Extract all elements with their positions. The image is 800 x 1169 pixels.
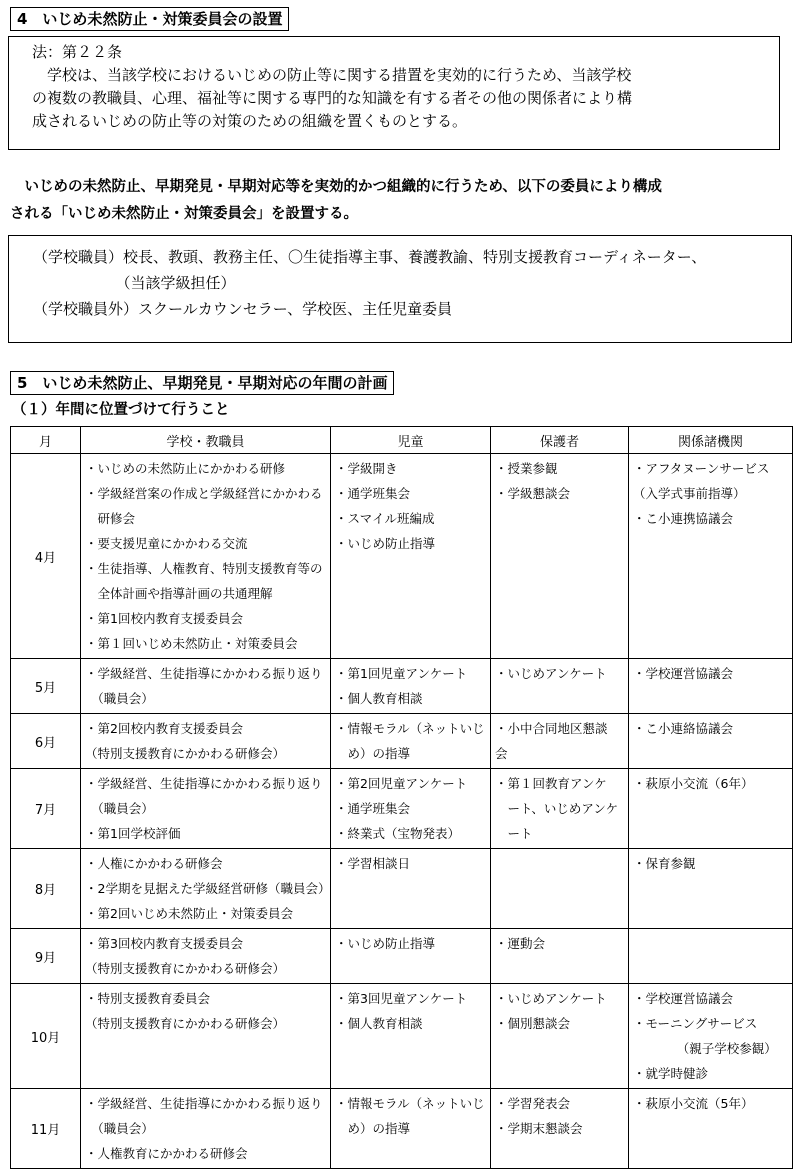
table-row bbox=[11, 1089, 793, 1169]
children-item: ・第1回児童アンケート bbox=[335, 666, 468, 681]
agencies-cell bbox=[629, 714, 793, 769]
staff-cell bbox=[81, 849, 331, 929]
staff-item: （特別支援教育にかかわる研修会） bbox=[85, 961, 286, 976]
agencies-item: （親子学校参観） bbox=[633, 1041, 777, 1056]
month-cell: 5月 bbox=[11, 659, 81, 714]
staff-cell bbox=[81, 929, 331, 984]
staff-item: ・学級経営、生徒指導にかかわる振り返り bbox=[85, 776, 323, 791]
staff-cell bbox=[81, 714, 331, 769]
law-line: 法：第２２条 bbox=[17, 43, 123, 61]
law-line: 成されるいじめの防止等の対策のための組織を置くものとする。 bbox=[17, 112, 468, 130]
children-item: ・個人教育相談 bbox=[335, 691, 423, 706]
children-cell bbox=[331, 929, 491, 984]
staff-item: ・要支援児童にかかわる交流 bbox=[85, 536, 248, 551]
committee-members-box bbox=[8, 235, 792, 343]
agencies-cell bbox=[629, 769, 793, 849]
children-item: ・学級開き bbox=[335, 461, 398, 476]
children-item: ・通学班集会 bbox=[335, 486, 411, 501]
parents-cell bbox=[491, 769, 629, 849]
table-row bbox=[11, 659, 793, 714]
table-row bbox=[11, 454, 793, 659]
agencies-cell bbox=[629, 1089, 793, 1169]
section-4-heading: 4 いじめ未然防止・対策委員会の設置 bbox=[10, 7, 289, 31]
children-cell bbox=[331, 454, 491, 659]
children-cell bbox=[331, 1089, 491, 1169]
parents-item: ート、いじめアンケ bbox=[495, 801, 619, 816]
staff-item: ・特別支援教育委員会 bbox=[85, 991, 211, 1006]
agencies-item: ・萩原小交流（6年） bbox=[633, 776, 754, 791]
children-cell bbox=[331, 849, 491, 929]
agencies-cell bbox=[629, 659, 793, 714]
staff-item: ・人権教育にかかわる研修会 bbox=[85, 1146, 248, 1161]
children-item: め）の指導 bbox=[335, 746, 411, 761]
parents-cell bbox=[491, 659, 629, 714]
members-line: （当該学級担任） bbox=[33, 274, 236, 292]
table-row bbox=[11, 929, 793, 984]
staff-item: ・生徒指導、人権教育、特別支援教育等の bbox=[85, 561, 323, 576]
children-item: ・情報モラル（ネットいじ bbox=[335, 721, 485, 736]
agencies-item: ・就学時健診 bbox=[633, 1066, 709, 1081]
table-row bbox=[11, 769, 793, 849]
table-body bbox=[11, 454, 793, 1169]
staff-cell bbox=[81, 984, 331, 1089]
parents-item: ・学期末懇談会 bbox=[495, 1121, 583, 1136]
staff-item: ・第2回いじめ未然防止・対策委員会 bbox=[85, 906, 293, 921]
staff-item: ・2学期を見据えた学級経営研修（職員会） bbox=[85, 881, 331, 896]
staff-item: （職員会） bbox=[85, 801, 154, 816]
children-item: ・個人教育相談 bbox=[335, 1016, 423, 1031]
members-line: （学校職員）校長、教頭、教務主任、〇生徒指導主事、養護教諭、特別支援教育コーディネーター、 bbox=[33, 248, 707, 266]
parents-item: ・学習発表会 bbox=[495, 1096, 571, 1111]
members-line: （学校職員外）スクールカウンセラー、学校医、主任児童委員 bbox=[33, 300, 453, 318]
parents-cell bbox=[491, 929, 629, 984]
header-staff: 学校・教職員 bbox=[81, 427, 331, 454]
children-cell bbox=[331, 714, 491, 769]
month-cell: 11月 bbox=[11, 1089, 81, 1169]
parents-cell bbox=[491, 984, 629, 1089]
staff-item: ・第3回校内教育支援委員会 bbox=[85, 936, 243, 951]
agencies-cell bbox=[629, 984, 793, 1089]
law-line: 学校は、当該学校におけるいじめの防止等に関する措置を実効的に行うため、当該学校 bbox=[17, 66, 632, 84]
section-5-heading: 5 いじめ未然防止、早期発見・早期対応の年間の計画 bbox=[10, 371, 394, 395]
children-item: ・第3回児童アンケート bbox=[335, 991, 468, 1006]
children-item: ・いじめ防止指導 bbox=[335, 536, 436, 551]
children-item: ・いじめ防止指導 bbox=[335, 936, 436, 951]
agencies-item: ・モーニングサービス bbox=[633, 1016, 758, 1031]
staff-item: ・学級経営、生徒指導にかかわる振り返り bbox=[85, 1096, 323, 1111]
month-cell: 6月 bbox=[11, 714, 81, 769]
law-line: の複数の教職員、心理、福祉等に関する専門的な知識を有する者その他の関係者により構 bbox=[17, 89, 633, 107]
parents-item: 会 bbox=[495, 746, 508, 761]
parents-item: ・いじめアンケート bbox=[495, 991, 607, 1006]
header-children: 児童 bbox=[331, 427, 491, 454]
parents-cell bbox=[491, 849, 629, 929]
agencies-item: ・保育参観 bbox=[633, 856, 696, 871]
table-row bbox=[11, 984, 793, 1089]
staff-item: ・いじめの未然防止にかかわる研修 bbox=[85, 461, 286, 476]
staff-item: ・第2回校内教育支援委員会 bbox=[85, 721, 243, 736]
staff-item: （特別支援教育にかかわる研修会） bbox=[85, 746, 286, 761]
staff-item: ・第1回校内教育支援委員会 bbox=[85, 611, 243, 626]
staff-item: 研修会 bbox=[85, 511, 136, 526]
header-agencies: 関係諸機関 bbox=[629, 427, 793, 454]
header-month: 月 bbox=[11, 427, 81, 454]
month-cell: 8月 bbox=[11, 849, 81, 929]
parents-cell bbox=[491, 714, 629, 769]
parents-item: ・いじめアンケート bbox=[495, 666, 607, 681]
month-cell: 7月 bbox=[11, 769, 81, 849]
agencies-item: ・アフタヌーンサービス bbox=[633, 461, 770, 476]
agencies-item: ・学校運営協議会 bbox=[633, 666, 734, 681]
staff-cell bbox=[81, 659, 331, 714]
parents-item: ・第１回教育アンケ bbox=[495, 776, 607, 791]
parents-item: ・授業参観 bbox=[495, 461, 558, 476]
agencies-item: ・こ小連絡協議会 bbox=[633, 721, 734, 736]
staff-cell bbox=[81, 769, 331, 849]
parents-item: ・個別懇談会 bbox=[495, 1016, 571, 1031]
agencies-item: ・萩原小交流（5年） bbox=[633, 1096, 754, 1111]
staff-cell bbox=[81, 1089, 331, 1169]
annual-plan-table bbox=[10, 426, 793, 1169]
law-quote-box bbox=[8, 36, 780, 150]
children-item: ・終業式（宝物発表） bbox=[335, 826, 461, 841]
committee-intro bbox=[10, 174, 790, 228]
staff-item: ・第1回学校評価 bbox=[85, 826, 181, 841]
children-item: ・通学班集会 bbox=[335, 801, 411, 816]
parents-item: ・学級懇談会 bbox=[495, 486, 571, 501]
table-header-row bbox=[11, 427, 793, 454]
parents-item: ・運動会 bbox=[495, 936, 546, 951]
staff-cell bbox=[81, 454, 331, 659]
children-item: ・第2回児童アンケート bbox=[335, 776, 468, 791]
month-cell: 9月 bbox=[11, 929, 81, 984]
intro-line: される「いじめ未然防止・対策委員会」を設置する。 bbox=[10, 206, 358, 222]
staff-item: 全体計画や指導計画の共通理解 bbox=[85, 586, 273, 601]
staff-item: ・学級経営、生徒指導にかかわる振り返り bbox=[85, 666, 323, 681]
children-item: め）の指導 bbox=[335, 1121, 411, 1136]
agencies-cell bbox=[629, 849, 793, 929]
table-row bbox=[11, 714, 793, 769]
staff-item: ・学級経営案の作成と学級経営にかかわる bbox=[85, 486, 323, 501]
header-parents: 保護者 bbox=[491, 427, 629, 454]
children-item: ・情報モラル（ネットいじ bbox=[335, 1096, 485, 1111]
staff-item: （職員会） bbox=[85, 691, 154, 706]
agencies-cell bbox=[629, 454, 793, 659]
subsection-heading: （１）年間に位置づけて行うこと bbox=[12, 402, 230, 418]
parents-cell bbox=[491, 454, 629, 659]
children-cell bbox=[331, 659, 491, 714]
staff-item: ・人権にかかわる研修会 bbox=[85, 856, 223, 871]
children-cell bbox=[331, 984, 491, 1089]
agencies-item: ・学校運営協議会 bbox=[633, 991, 734, 1006]
agencies-item: （入学式事前指導） bbox=[633, 486, 746, 501]
staff-item: （特別支援教育にかかわる研修会） bbox=[85, 1016, 286, 1031]
parents-item: ート bbox=[495, 826, 533, 841]
staff-item: ・第１回いじめ未然防止・対策委員会 bbox=[85, 636, 298, 651]
agencies-item: ・こ小連携協議会 bbox=[633, 511, 734, 526]
staff-item: （職員会） bbox=[85, 1121, 154, 1136]
parents-cell bbox=[491, 1089, 629, 1169]
children-cell bbox=[331, 769, 491, 849]
children-item: ・スマイル班編成 bbox=[335, 511, 435, 526]
parents-item: ・小中合同地区懇談 bbox=[495, 721, 608, 736]
intro-line: いじめの未然防止、早期発見・早期対応等を実効的かつ組織的に行うため、以下の委員により構成 bbox=[10, 179, 662, 195]
month-cell: 4月 bbox=[11, 454, 81, 659]
children-item: ・学習相談日 bbox=[335, 856, 411, 871]
month-cell: 10月 bbox=[11, 984, 81, 1089]
agencies-cell bbox=[629, 929, 793, 984]
table-row bbox=[11, 849, 793, 929]
